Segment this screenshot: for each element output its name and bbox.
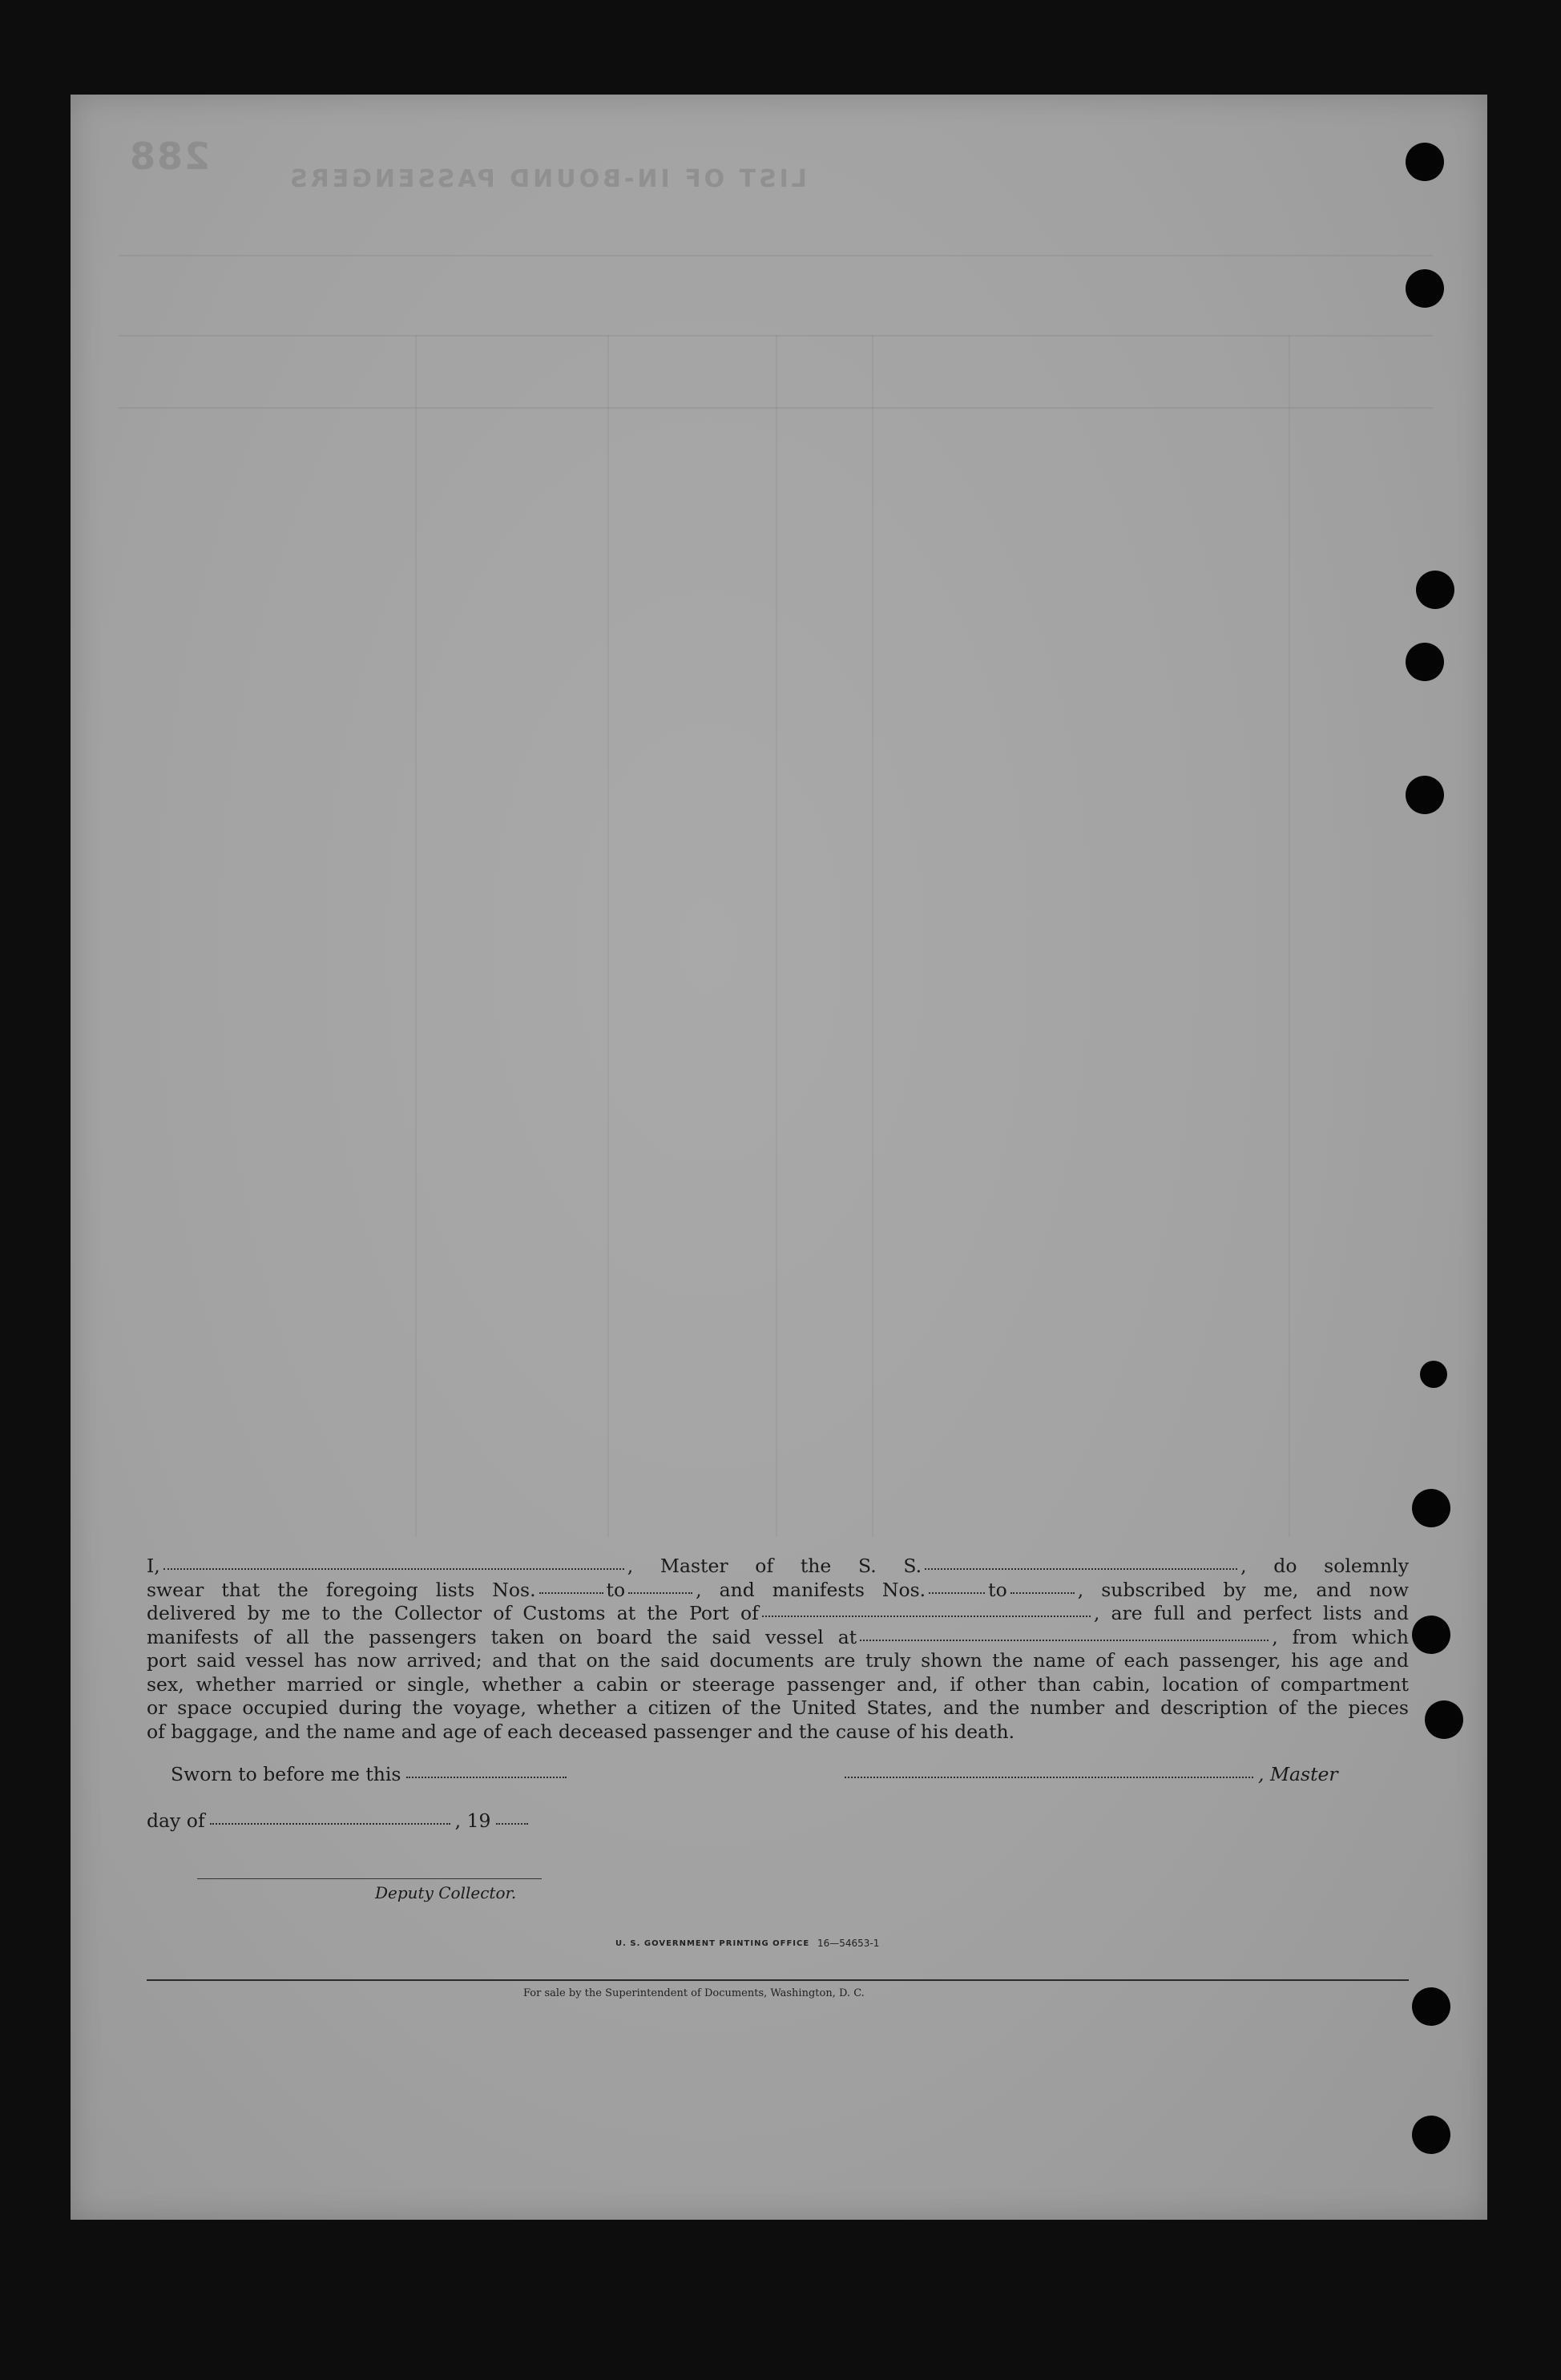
punch-hole [1420,1361,1447,1388]
bleed-column [1289,335,1290,1537]
bleed-page-number: 288 [128,135,211,178]
oath-line-7: or space occupied during the voyage, whether a citizen of the United States, and the number and description of the pieces [147,1696,1409,1719]
port-blank[interactable] [762,1615,1091,1617]
manifests-from-blank[interactable] [929,1591,985,1594]
master-oath [147,1555,1409,1744]
oath-line-1: I, , Master of the S. S. , do solemnly [147,1555,1409,1577]
master-signature-line: , Master [840,1763,1338,1785]
form-page [71,95,1487,2220]
punch-hole [1412,1489,1450,1527]
bleed-column [872,335,873,1537]
deputy-collector-label: Deputy Collector. [375,1883,517,1902]
oath-line-6: sex, whether married or single, whether a cabin or steerage passenger and, if other than cabin, location of compartment [147,1672,1409,1696]
bleed-column [607,335,609,1537]
lists-to-blank[interactable] [628,1591,692,1594]
ship-name-blank[interactable] [925,1567,1237,1570]
punch-hole [1406,643,1444,681]
printer-imprint: U. S. GOVERNMENT PRINTING OFFICE [615,1939,810,1948]
oath-line-8: of baggage, and the name and age of each deceased passenger and the cause of his death. [147,1720,1015,1743]
master-name-blank[interactable] [163,1567,624,1570]
oath-line-4: manifests of all the passengers taken on board the said vessel at , from which [147,1625,1409,1648]
bleed-column [776,335,777,1537]
punch-hole [1425,1700,1463,1739]
month-blank[interactable] [210,1822,450,1825]
sworn-line: Sworn to before me this [171,1763,571,1785]
master-signature-blank[interactable] [845,1776,1253,1778]
oath-line-3: delivered by me to the Collector of Customs at the Port of , are full and perfect lists and [147,1602,1409,1624]
manifests-to-blank[interactable] [1010,1591,1075,1594]
punch-hole [1412,1987,1450,2026]
punch-hole [1406,143,1444,181]
embarkation-blank[interactable] [860,1639,1269,1641]
footer-rule [147,1979,1409,1981]
sworn-date-blank[interactable] [406,1776,567,1778]
bleed-rule [119,255,1433,256]
for-sale-note: For sale by the Superintendent of Documents, Washington, D. C. [523,1987,865,1999]
oath-line-2: swear that the foregoing lists Nos. to , and manifests Nos. to , subscribed by me, and now [147,1578,1409,1601]
punch-hole [1406,269,1444,308]
punch-hole [1412,2116,1450,2154]
deputy-signature-line[interactable] [197,1878,542,1879]
year-blank[interactable] [496,1822,528,1825]
bleed-column [415,335,417,1537]
punch-hole [1412,1616,1450,1654]
punch-hole [1406,776,1444,814]
oath-line-5: port said vessel has now arrived; and that on the said documents are truly shown the name of each passenger, his age and [147,1649,1409,1672]
lists-from-blank[interactable] [539,1591,603,1594]
punch-hole [1416,571,1454,609]
day-of-line: day of , 19 [147,1809,533,1832]
bleed-heading: LIST OF IN-BOUND PASSENGERS [287,165,807,193]
form-number: 16—54653-1 [817,1938,880,1949]
